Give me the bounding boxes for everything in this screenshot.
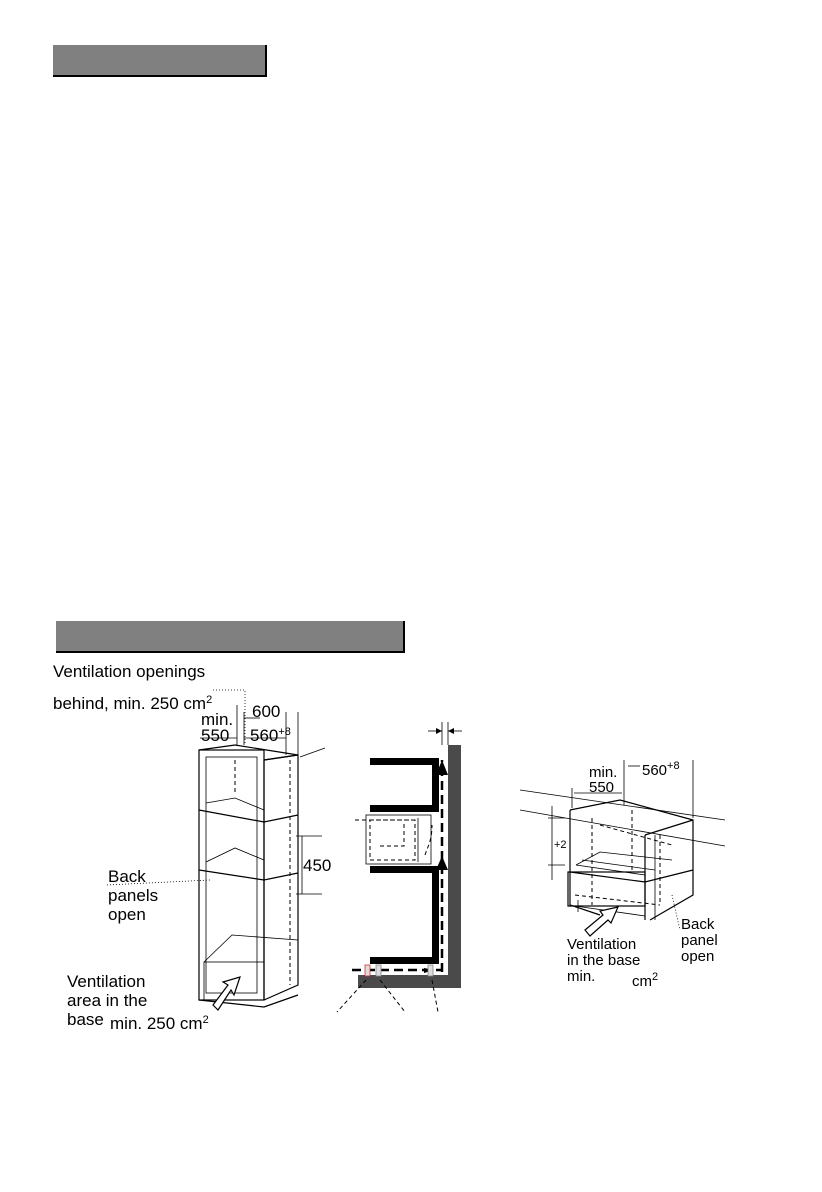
- back-panels-line1: Back: [108, 867, 146, 886]
- right-dim-560: $560^{+8}$: [642, 760, 680, 779]
- right-vent-unit: $cm^2$: [632, 971, 659, 990]
- right-vent-line1: Ventilation: [567, 936, 637, 953]
- right-dim-plus2: +2: [554, 839, 567, 851]
- base-cabinet-drawing: [520, 760, 725, 936]
- back-panels-line3: open: [108, 905, 146, 924]
- right-dim-min: min.: [589, 764, 618, 781]
- right-back-line1: Back: [681, 916, 715, 933]
- right-back-line3: open: [681, 948, 715, 965]
- airflow-section-drawing: [337, 722, 462, 1012]
- vent-base-line1: Ventilation: [67, 972, 146, 991]
- right-vent-line3: min.: [567, 968, 596, 985]
- back-panels-line2: panels: [108, 886, 159, 905]
- right-back-line2: panel: [681, 932, 718, 949]
- right-dim-550: 550: [589, 779, 615, 796]
- vent-behind-label-line1: Ventilation openings: [53, 662, 206, 681]
- right-vent-line2: in the base: [567, 952, 641, 969]
- dim-450: 450: [303, 856, 332, 875]
- dim-600: 600: [252, 702, 281, 721]
- dim-560: $560^{+8}$: [250, 726, 291, 745]
- vent-base-value: min. 250 $cm^2$: [110, 1014, 209, 1033]
- dim-min: min.: [201, 710, 234, 729]
- vent-base-line3: base: [67, 1010, 104, 1029]
- vent-behind-label-line2: behind, min. 250 $cm^2$: [53, 694, 213, 713]
- dim-550: 550: [201, 726, 230, 745]
- vent-base-line2: area in the: [67, 991, 148, 1010]
